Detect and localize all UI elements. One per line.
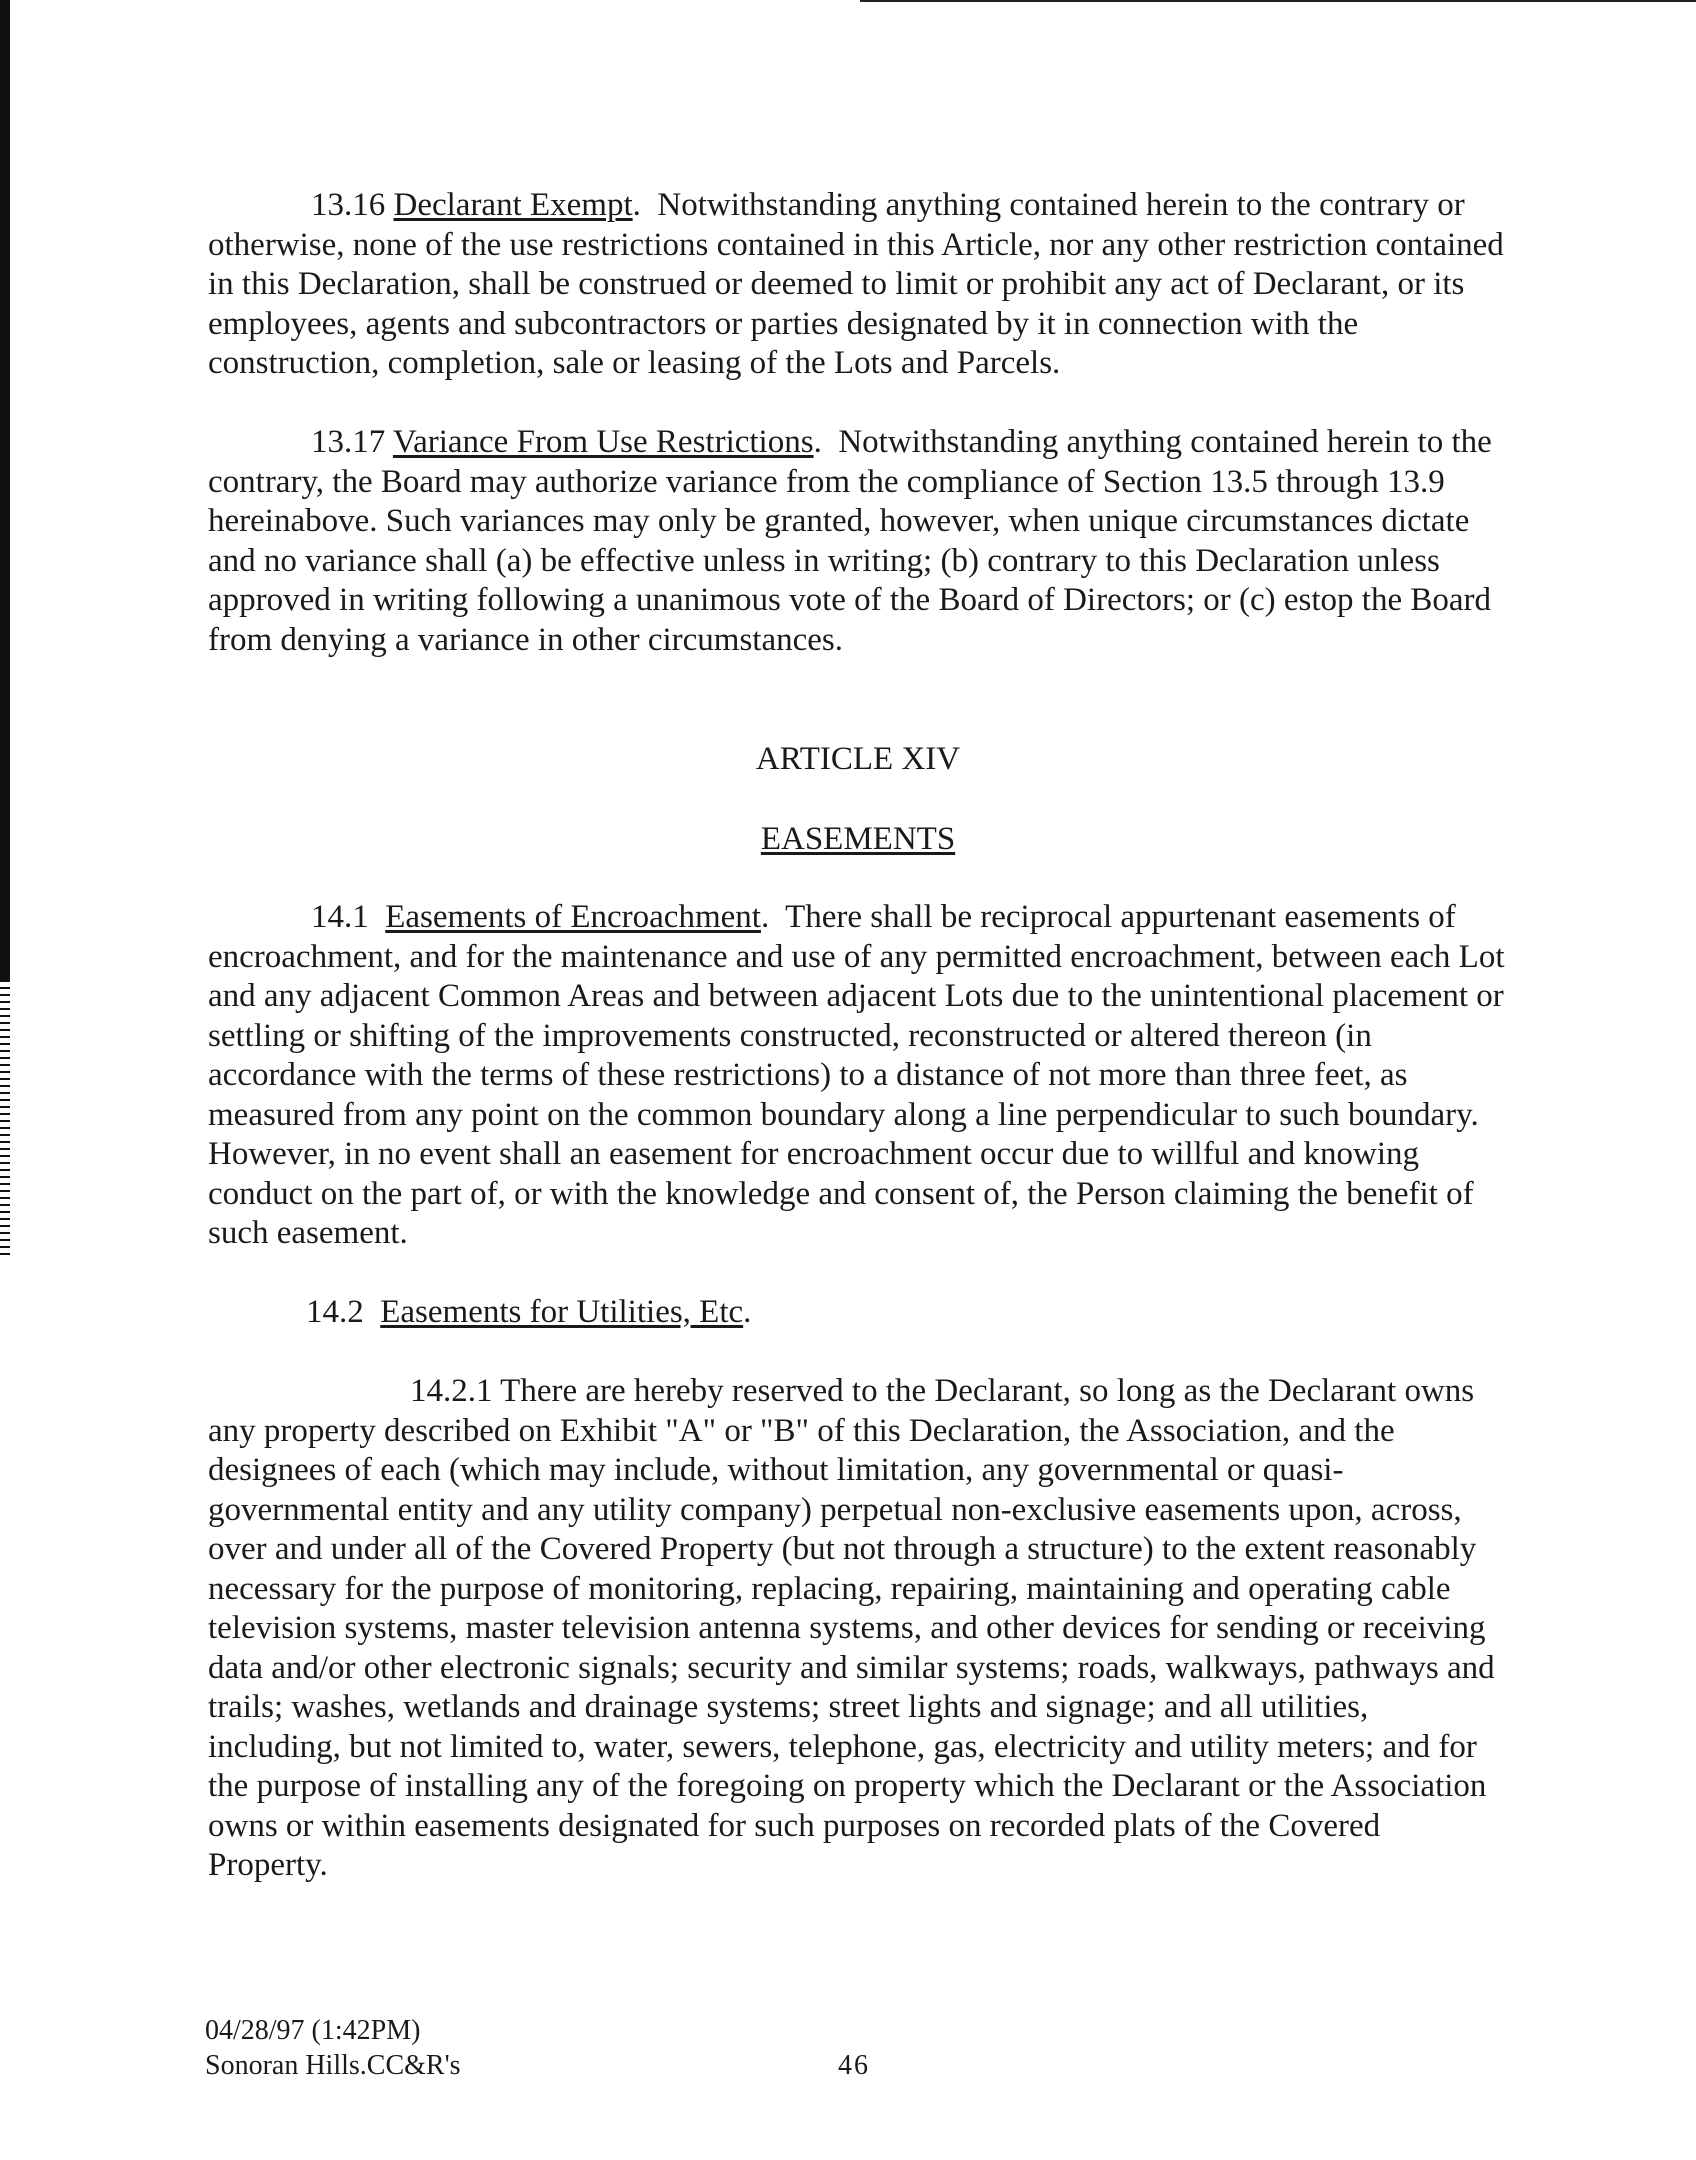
section-14-2-1	[208, 1372, 1508, 1886]
easements-body	[208, 898, 1508, 1925]
section-number: 13.17	[311, 424, 386, 460]
section-13-16: 13.16 Declarant Exempt. Notwithstanding anything contained herein to the contrary or otherwise, none of the use restrictions contained in this Article, nor any other restriction contained in this Declaration, shall be construed or deemed to limit or prohibit any act of Declarant, or its employees, agents and subcontractors or parties designated by it in connection with the construction, completion, sale or leasing of the Lots and Parcels.	[208, 187, 1504, 381]
page-number: 46	[838, 2050, 870, 2081]
section-text: There shall be reciprocal appurtenant easements of encroachment, and for the maintenance and use of any permitted encroachment, between each Lot and any adjacent Common Areas and between adjacent Lots due to the unintentional placement or settling or shifting of the improvements constructed, reconstructed or altered thereon (in accordance with the terms of these restrictions) to a distance of not more than three feet, as measured from any point on the common boundary along a line perpendicular to such boundary. However, in no event shall an easement for encroachment occur due to willful and knowing conduct on the part of, or with the knowledge and consent of, the Person claiming the benefit of such easement.	[208, 899, 1505, 1251]
section-number: 14.2	[306, 1294, 364, 1330]
section-heading: Variance From Use Restrictions	[392, 424, 814, 460]
scan-edge-ticks	[0, 980, 10, 1260]
footer-date: 04/28/97 (1:42PM)	[205, 2015, 421, 2046]
page-body	[208, 186, 1508, 700]
article-title: EASEMENTS	[760, 821, 956, 857]
section-heading: Declarant Exempt	[393, 187, 633, 223]
section-text: Notwithstanding anything contained herein to the contrary or otherwise, none of the use restrictions contained in this Article, nor any other restriction contained in this Declaration, shall be construed or deemed to limit or prohibit any act of Declarant, or its employees, agents and subcontractors or parties designated by it in connection with the construction, completion, sale or leasing of the Lots and Parcels.	[208, 187, 1504, 381]
section-heading: Easements of Encroachment	[385, 899, 761, 935]
footer-document-name: Sonoran Hills.CC&R's	[205, 2050, 461, 2081]
section-number: 14.2.1	[410, 1373, 493, 1409]
section-14-2: 14.2 Easements for Utilities, Etc.	[306, 1294, 752, 1330]
section-text: Notwithstanding anything contained herein to the contrary, the Board may authorize variance from the compliance of Section 13.5 through 13.9 hereinabove. Such variances may only be granted, however, when unique circumstances dictate and no variance shall (a) be effective unless in writing; (b) contrary to this Declaration unless approved in writing following a unanimous vote of the Board of Directors; or (c) estop the Board from denying a variance in other circumstances.	[208, 424, 1492, 658]
article-number: ARTICLE XIV	[755, 741, 961, 777]
footer-info	[205, 2013, 461, 2083]
section-heading: Easements for Utilities, Etc	[380, 1294, 744, 1330]
scan-edge-line	[860, 0, 1696, 2]
section-13-17: 13.17 Variance From Use Restrictions. Notwithstanding anything contained herein to the contrary, the Board may authorize variance from the compliance of Section 13.5 through 13.9 hereinabove. Such variances may only be granted, however, when unique circumstances dictate and no variance shall (a) be effective unless in writing; (b) contrary to this Declaration unless approved in writing following a unanimous vote of the Board of Directors; or (c) estop the Board from denying a variance in other circumstances.	[208, 424, 1492, 658]
section-14-1: 14.1 Easements of Encroachment. There shall be reciprocal appurtenant easements of encroachment, and for the maintenance and use of any permitted encroachment, between each Lot and any adjacent Common Areas and between adjacent Lots due to the unintentional placement or settling or shifting of the improvements constructed, reconstructed or altered thereon (in accordance with the terms of these restrictions) to a distance of not more than three feet, as measured from any point on the common boundary along a line perpendicular to such boundary. However, in no event shall an easement for encroachment occur due to willful and knowing conduct on the part of, or with the knowledge and consent of, the Person claiming the benefit of such easement.	[208, 899, 1505, 1251]
section-number: 14.1	[311, 899, 369, 935]
section-number: 13.16	[311, 187, 386, 223]
section-text: There are hereby reserved to the Declarant, so long as the Declarant owns any property described on Exhibit "A" or "B" of this Declaration, the Association, and the designees of each (which may include, without limitation, any governmental or quasi-governmental entity and any utility company) perpetual non-exclusive easements upon, across, over and under all of the Covered Property (but not through a structure) to the extent reasonably necessary for the purpose of monitoring, replacing, repairing, maintaining and operating cable television systems, master television antenna systems, and other devices for sending or receiving data and/or other electronic signals; security and similar systems; roads, walkways, pathways and trails; washes, wetlands and drainage systems; street lights and signage; and all utilities, including, but not limited to, water, sewers, telephone, gas, electricity and utility meters; and for the purpose of installing any of the foregoing on property which the Declarant or the Association owns or within easements designated for such purposes on recorded plats of the Covered Property.	[208, 1373, 1495, 1883]
